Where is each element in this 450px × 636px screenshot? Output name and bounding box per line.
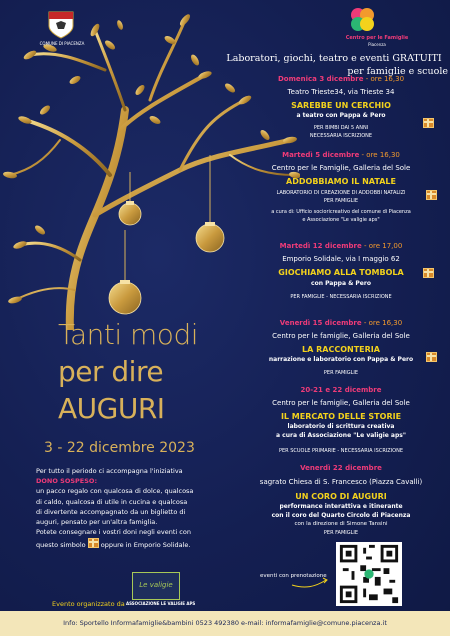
qr-arrow-icon bbox=[290, 575, 330, 591]
event-6-subtitle-2: con il coro del Quarto Circolo di Piacenza bbox=[271, 512, 411, 519]
event-2-note: a cura di: Ufficio socioricreativo del comune di Piacenza bbox=[271, 209, 411, 215]
event-1-note: PER BIMBI DAI 5 ANNI bbox=[313, 125, 369, 131]
flower-logo-icon bbox=[347, 6, 377, 34]
event-1-note: NECESSARIA ISCRIZIONE bbox=[309, 133, 373, 139]
event-6-place: sagrato Chiesa di S. Francesco (Piazza Cavalli) bbox=[259, 478, 423, 486]
event-3-title: GIOCHIAMO ALLA TOMBOLA bbox=[278, 268, 404, 277]
intro-line: di divertente accompagnato da un biglietto di bbox=[36, 507, 186, 516]
title-line-2: per dire bbox=[58, 355, 164, 388]
tagline-1: Laboratori, giochi, teatro e eventi GRATUITI bbox=[226, 53, 442, 64]
intro-line: di caldo, qualcosa di utile in cucina e qualcosa bbox=[36, 497, 188, 506]
association-label: ASSOCIAZIONE LE VALIGIE APS bbox=[126, 601, 196, 606]
event-3-place: Emporio Solidale, via I maggio 62 bbox=[282, 255, 400, 263]
event-dates: 3 - 22 dicembre 2023 bbox=[44, 440, 195, 456]
event-3-datetime: Martedì 12 dicembre - ore 17,00 bbox=[279, 242, 403, 250]
qr-label: eventi con prenotazione bbox=[260, 573, 327, 579]
gift-icon bbox=[426, 352, 437, 362]
intro-line: Potete consegnare i vostri doni negli eventi con bbox=[36, 528, 191, 537]
event-2-title: ADDOBBIAMO IL NATALE bbox=[286, 177, 396, 186]
event-1-datetime: Domenica 3 dicembre - ore 16,30 bbox=[277, 75, 405, 83]
event-5-subtitle: laboratorio di scrittura creativa bbox=[287, 423, 395, 430]
intro-line: auguri, pensato per un'altra famiglia. bbox=[36, 518, 158, 527]
event-2-datetime: Martedì 5 dicembre - ore 16,30 bbox=[282, 151, 400, 159]
event-1-place: Teatro Trieste34, via Trieste 34 bbox=[287, 88, 395, 96]
event-6-note: PER FAMIGLIE bbox=[323, 530, 359, 536]
gift-icon bbox=[426, 190, 437, 200]
qr-code-icon bbox=[336, 542, 402, 606]
event-5-note: PER SCUOLE PRIMARIE - NECESSARIA ISCRIZIONE bbox=[278, 448, 403, 454]
event-4-subtitle: narrazione e laboratorio con Pappa & Pero bbox=[268, 356, 414, 363]
intro-text bbox=[36, 466, 236, 551]
event-2-note: e Associazione "Le valigie aps" bbox=[302, 217, 380, 223]
organizer-label: Evento organizzato da bbox=[52, 600, 125, 608]
event-5-title: IL MERCATO DELLE STORIE bbox=[280, 412, 402, 421]
coat-of-arms-icon bbox=[48, 9, 74, 39]
footer-info-bar bbox=[0, 611, 450, 636]
gift-icon bbox=[423, 268, 434, 278]
event-6-datetime: Venerdì 22 dicembre bbox=[300, 464, 382, 472]
event-6-subtitle: performance interattiva e itinerante bbox=[279, 503, 403, 510]
event-4-title: LA RACCONTERIA bbox=[302, 345, 380, 354]
event-3-note: PER FAMIGLIE - NECESSARIA ISCRIZIONE bbox=[290, 294, 392, 300]
event-1-title: SAREBBE UN CERCHIO bbox=[291, 101, 391, 110]
event-4-note: PER FAMIGLIE bbox=[323, 370, 359, 376]
footer-info-text: Info: Sportello Informafamiglie&bambini 0523 492380 e-mail: informafamiglie@comune.piacenza.it bbox=[63, 619, 387, 627]
event-4-datetime: Venerdì 15 dicembre - ore 16,30 bbox=[279, 319, 403, 327]
centro-famiglie-logo bbox=[347, 6, 377, 34]
tagline-2: per famiglie e scuole bbox=[347, 66, 448, 77]
comune-label: COMUNE DI PIACENZA bbox=[39, 41, 85, 46]
centro-sub-label: Piacenza bbox=[368, 42, 386, 47]
intro-line: questo simbolo oppure in Emporio Solidale. bbox=[36, 537, 236, 550]
comune-logo bbox=[48, 9, 74, 39]
event-6-subtitle-3: con la direzione di Simone Tansini bbox=[294, 521, 388, 527]
event-5-place: Centro per le famiglie, Galleria del Sole bbox=[272, 399, 410, 407]
centro-label: Centro per le Famiglie bbox=[345, 35, 409, 41]
gift-icon bbox=[423, 118, 434, 128]
event-2-note: LABORATORIO DI CREAZIONE DI ADDOBBI NATALIZI bbox=[276, 190, 406, 196]
event-2-place: Centro per le Famiglie, Galleria del Sole bbox=[271, 164, 411, 172]
title-line-1: Tanti modi bbox=[58, 318, 198, 351]
event-3-subtitle: con Pappa & Pero bbox=[311, 280, 371, 287]
valigie-logo bbox=[132, 572, 180, 600]
title-line-3: AUGURI bbox=[58, 392, 165, 425]
qr-code[interactable] bbox=[336, 542, 402, 606]
event-6-title: UN CORO DI AUGURI bbox=[295, 492, 387, 501]
event-5-subtitle-2: a cura di Associazione "Le valigie aps" bbox=[276, 432, 406, 439]
valigie-logo-text: Le valigie bbox=[139, 581, 173, 589]
event-1-subtitle: a teatro con Pappa & Pero bbox=[296, 112, 386, 119]
intro-highlight: DONO SOSPESO: bbox=[36, 477, 98, 486]
event-5-datetime: 20-21 e 22 dicembre bbox=[300, 386, 382, 394]
event-4-place: Centro per le famiglie, Galleria del Sole bbox=[272, 332, 410, 340]
event-2-note: PER FAMIGLIE bbox=[323, 198, 359, 204]
gift-icon bbox=[88, 538, 99, 548]
intro-line: Per tutto il periodo ci accompagna l'iniziativa bbox=[36, 467, 183, 475]
intro-line: un pacco regalo con qualcosa di dolce, qualcosa bbox=[36, 487, 194, 496]
